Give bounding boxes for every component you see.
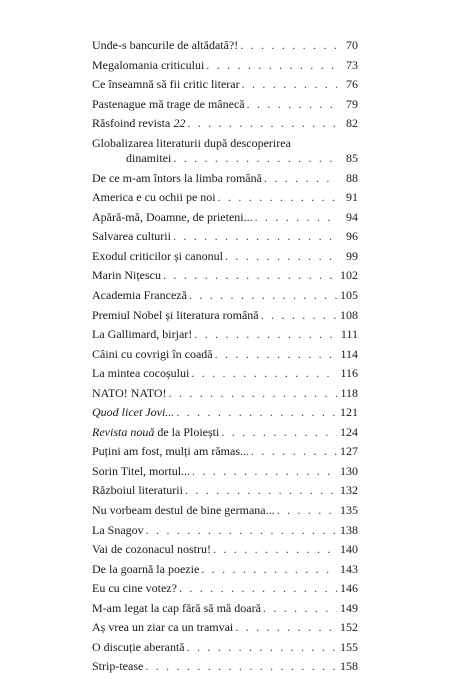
toc-entry-page: 91 [346, 190, 358, 205]
toc-entry-page: 105 [340, 288, 358, 303]
toc-entry-title: Apără-mă, Doamne, de prieteni... [92, 209, 253, 224]
toc-entry [92, 171, 358, 191]
toc-entry-page: 79 [346, 96, 358, 111]
title-text: de la Ploiești [154, 424, 220, 439]
toc-entry [92, 347, 358, 367]
toc-entry-page: 135 [340, 503, 358, 518]
toc-entry [92, 444, 358, 464]
toc-entry-title: Vai de cozonacul nostru! [92, 542, 211, 557]
toc-entry [92, 640, 358, 660]
leader-dots [201, 562, 337, 577]
leader-dots [235, 620, 337, 635]
toc-entry-title: Eu cu cine votez? [92, 581, 177, 596]
toc-entry-page: 130 [340, 463, 358, 478]
title-italic-text: 22 [173, 116, 186, 131]
toc-entry-page: 118 [340, 385, 358, 400]
toc-entry [92, 366, 358, 386]
toc-entry-title: Nu vorbeam destul de bine germana... [92, 503, 275, 518]
toc-entry-title [92, 425, 221, 440]
toc-entry-title: Războiul literaturii [92, 483, 183, 498]
leader-dots [189, 288, 337, 303]
toc-entry [92, 562, 358, 582]
toc-entry-title: Academia Franceză [92, 288, 187, 303]
toc-entry-title: De la goarnă la poezie [92, 561, 200, 576]
toc-entry-page: 132 [340, 483, 358, 498]
leader-dots [240, 38, 337, 53]
toc-entry-title: M-am legat la cap fără să mă doară [92, 600, 261, 615]
toc-entry [92, 483, 358, 503]
leader-dots [251, 444, 337, 459]
toc-entry-title: De ce m-am întors la limba română [92, 170, 262, 185]
toc-entry-page: 121 [340, 405, 358, 420]
toc-entry-title: Quod licet Jovi... [92, 405, 175, 420]
toc-entry [92, 190, 358, 210]
toc-entry [92, 308, 358, 328]
toc-entry [92, 210, 358, 230]
leader-dots [173, 151, 337, 166]
toc-entry [92, 327, 358, 347]
leader-dots [185, 483, 337, 498]
toc-entry-title: La Snagov [92, 522, 144, 537]
toc-entry-title: Strip-tease [92, 659, 144, 674]
toc-entry [92, 288, 358, 308]
toc-entry [92, 464, 358, 484]
toc-entry-title: Aș vrea un ziar ca un tramvai [92, 620, 234, 635]
toc-entry-page: 146 [340, 581, 358, 596]
toc-entry-page: 94 [346, 209, 358, 224]
toc-entry [92, 659, 358, 679]
leader-dots [247, 97, 337, 112]
toc-entry-title: Marin Nițescu [92, 268, 161, 283]
toc-entry-page: 152 [340, 620, 358, 635]
toc-entry-title [92, 116, 187, 131]
toc-entry-page: 116 [340, 366, 358, 381]
toc-entry [92, 116, 358, 136]
toc-entry-page: 124 [340, 424, 358, 439]
toc-entry-title: Salvarea culturii [92, 229, 171, 244]
leader-dots [264, 171, 337, 186]
toc-entry-page: 85 [346, 150, 358, 165]
toc-entry-page: 88 [346, 170, 358, 185]
leader-dots [221, 425, 337, 440]
leader-dots [194, 327, 337, 342]
toc-entry-title: Pastenague mă trage de mânecă [92, 96, 245, 111]
table-of-contents [92, 38, 358, 679]
toc-entry-page: 73 [346, 57, 358, 72]
toc-entry-title: Ce înseamnă să fii critic literar [92, 77, 240, 92]
toc-entry [92, 38, 358, 58]
leader-dots [187, 116, 337, 131]
leader-dots [145, 659, 337, 674]
toc-entry [92, 601, 358, 621]
leader-dots [218, 190, 337, 205]
leader-dots [191, 366, 337, 381]
toc-entry [92, 58, 358, 78]
leader-dots [187, 640, 337, 655]
toc-entry-page: 82 [346, 116, 358, 131]
toc-entry-title: NATO! NATO! [92, 385, 167, 400]
leader-dots [263, 601, 337, 616]
toc-entry-title: Puțini am fost, mulți am rămas... [92, 444, 249, 459]
leader-dots [277, 503, 337, 518]
toc-entry-page: 127 [340, 444, 358, 459]
toc-entry-title: Sorin Titel, mortul... [92, 463, 191, 478]
leader-dots [215, 347, 337, 362]
toc-entry-page: 155 [340, 639, 358, 654]
leader-dots [176, 405, 337, 420]
toc-entry [92, 405, 358, 425]
toc-entry-page: 140 [340, 542, 358, 557]
leader-dots [163, 268, 337, 283]
toc-entry-page: 114 [340, 346, 358, 361]
toc-entry-title: La mintea cocoșului [92, 366, 190, 381]
toc-entry [92, 97, 358, 117]
toc-entry [92, 249, 358, 269]
toc-entry-title: La Gallimard, birjar! [92, 327, 193, 342]
leader-dots [255, 210, 337, 225]
toc-entry [92, 620, 358, 640]
toc-entry-title: Globalizarea literaturii după descoperirea [92, 135, 291, 150]
toc-entry [92, 386, 358, 406]
toc-entry-page: 143 [340, 561, 358, 576]
leader-dots [206, 58, 337, 73]
toc-entry [92, 77, 358, 97]
toc-entry-page: 70 [346, 38, 358, 52]
toc-entry [92, 523, 358, 543]
toc-entry-title: O discuție aberantă [92, 639, 185, 654]
leader-dots [179, 581, 337, 596]
toc-entry-page: 76 [346, 77, 358, 92]
toc-entry [92, 503, 358, 523]
toc-entry-title: Megalomania criticului [92, 57, 205, 72]
toc-entry-page: 99 [346, 248, 358, 263]
toc-entry-title: Premiul Nobel și literatura română [92, 307, 259, 322]
toc-entry [92, 268, 358, 288]
toc-entry-page: 149 [340, 600, 358, 615]
toc-entry-page: 138 [340, 522, 358, 537]
toc-entry-title-continued: dinamitei [126, 150, 172, 165]
toc-entry-title: Unde-s bancurile de altădată?! [92, 38, 239, 52]
toc-entry-title: Exodul criticilor și canonul [92, 248, 223, 263]
title-text: Răsfoind revista [92, 116, 174, 131]
toc-entry [92, 425, 358, 445]
toc-entry [92, 581, 358, 601]
leader-dots [169, 386, 337, 401]
title-italic-text: Revista nouă [92, 424, 155, 439]
toc-entry-title: Câini cu covrigi în coadă [92, 346, 213, 361]
leader-dots [261, 308, 337, 323]
leader-dots [146, 523, 337, 538]
leader-dots [173, 229, 337, 244]
toc-entry-title: America e cu ochii pe noi [92, 190, 216, 205]
toc-entry [92, 542, 358, 562]
toc-entry-page: 102 [340, 268, 358, 283]
toc-entry [92, 136, 358, 171]
leader-dots [225, 249, 337, 264]
toc-entry-page: 158 [340, 659, 358, 674]
toc-entry-page: 111 [340, 327, 358, 342]
toc-entry-page: 96 [346, 229, 358, 244]
leader-dots [192, 464, 337, 479]
leader-dots [242, 77, 337, 92]
toc-entry [92, 229, 358, 249]
leader-dots [213, 542, 337, 557]
toc-entry-page: 108 [340, 307, 358, 322]
